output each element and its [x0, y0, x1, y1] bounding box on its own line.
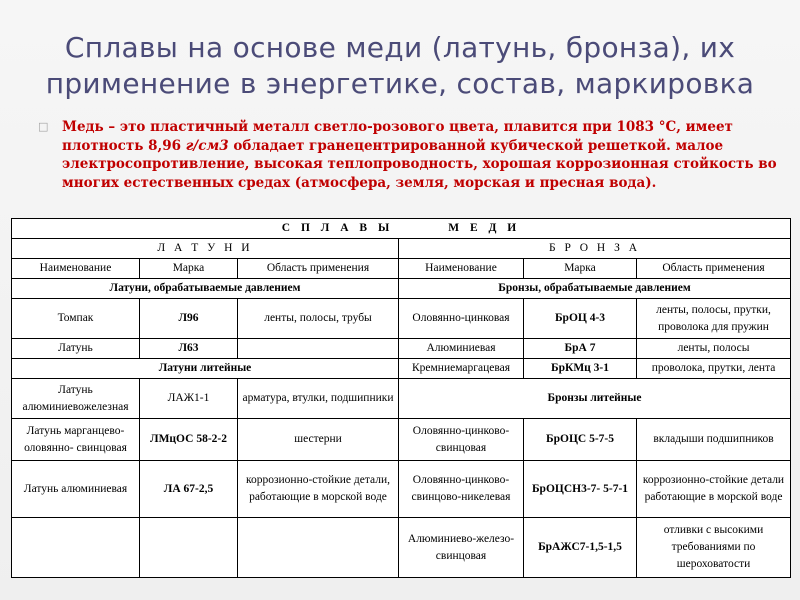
bronze-name-cell: Оловянно-цинковая	[399, 299, 524, 339]
brass-col-name: Наименование	[12, 259, 140, 279]
bullet-text	[62, 118, 778, 192]
brass-pressure-section: Латуни, обрабатываемые давлением	[12, 279, 399, 299]
brass-name-cell: Латунь марганцево-оловянно- свинцовая	[12, 419, 140, 461]
bronze-use-cell: коррозионно-стойкие детали работающие в морской воде	[637, 461, 791, 518]
brass-col-use: Область применения	[238, 259, 399, 279]
brass-name-cell: Томпак	[12, 299, 140, 339]
brass-use-cell: коррозионно-стойкие детали, работающие в морской воде	[238, 461, 399, 518]
bronze-name-cell: Алюминиевая	[399, 339, 524, 359]
density-unit: г/см3	[185, 137, 229, 154]
brass-name-cell: Латунь алюминиевожелезная	[12, 379, 140, 419]
brass-name-cell	[12, 518, 140, 578]
bullet-text-part1: Медь – это пластичный металл светло-розового цвета, плавится при 1083 °С, имеет плотность 8,96	[62, 119, 733, 154]
table-main-header: С П Л А В Ы М Е Д И	[12, 219, 791, 239]
bronze-cast-section: Бронзы литейные	[399, 379, 791, 419]
copper-alloys-table	[11, 218, 791, 578]
bronze-grade-cell: БрОЦ 4-3	[524, 299, 637, 339]
bronze-name-cell: Кремниемаргацевая	[399, 359, 524, 379]
bronze-grade-cell: БрАЖС7-1,5-1,5	[524, 518, 637, 578]
bronze-header: Б Р О Н З А	[399, 239, 791, 259]
brass-use-cell	[238, 339, 399, 359]
bronze-grade-cell: БрОЦС 5-7-5	[524, 419, 637, 461]
brass-use-cell: ленты, полосы, трубы	[238, 299, 399, 339]
brass-grade-cell: Л63	[140, 339, 238, 359]
bronze-use-cell: ленты, полосы	[637, 339, 791, 359]
bronze-use-cell: отливки с высокими требованиями по шероховатости	[637, 518, 791, 578]
brass-grade-cell: ЛА 67-2,5	[140, 461, 238, 518]
bronze-grade-cell: БрКМц 3-1	[524, 359, 637, 379]
slide-title: Сплавы на основе меди (латунь, бронза), их применение в энергетике, состав, маркировка	[45, 31, 755, 100]
brass-grade-cell: Л96	[140, 299, 238, 339]
brass-name-cell: Латунь алюминиевая	[12, 461, 140, 518]
bronze-pressure-section: Бронзы, обрабатываемые давлением	[399, 279, 791, 299]
brass-grade-cell	[140, 518, 238, 578]
brass-grade-cell: ЛМцОС 58-2-2	[140, 419, 238, 461]
bronze-name-cell: Алюминиево-железо-свинцовая	[399, 518, 524, 578]
bronze-name-cell: Оловянно-цинково-свинцово-никелевая	[399, 461, 524, 518]
bronze-grade-cell: БрА 7	[524, 339, 637, 359]
brass-cast-section: Латуни литейные	[12, 359, 399, 379]
square-bullet-icon: □	[38, 120, 49, 133]
bronze-use-cell: вкладыши подшипников	[637, 419, 791, 461]
bronze-use-cell: ленты, полосы, прутки, проволока для пружин	[637, 299, 791, 339]
brass-grade-cell: ЛАЖ1-1	[140, 379, 238, 419]
bronze-name-cell: Оловянно-цинково-свинцовая	[399, 419, 524, 461]
brass-use-cell: арматура, втулки, подшипники	[238, 379, 399, 419]
brass-name-cell: Латунь	[12, 339, 140, 359]
bullet-paragraph	[38, 118, 778, 192]
brass-use-cell	[238, 518, 399, 578]
brass-use-cell: шестерни	[238, 419, 399, 461]
bullet-text-part2: обладает гранецентрированной кубической решеткой. малое электросопротивление, высокая теплопроводность, хорошая коррозионная стойкость во многих естественных средах (атмосфера, земля, морская и пресная вода).	[62, 137, 777, 191]
bronze-use-cell: проволока, прутки, лента	[637, 359, 791, 379]
brass-header: Л А Т У Н И	[12, 239, 399, 259]
bronze-col-grade: Марка	[524, 259, 637, 279]
brass-col-grade: Марка	[140, 259, 238, 279]
bronze-grade-cell: БрОЦСН3-7- 5-7-1	[524, 461, 637, 518]
bronze-col-use: Область применения	[637, 259, 791, 279]
bronze-col-name: Наименование	[399, 259, 524, 279]
